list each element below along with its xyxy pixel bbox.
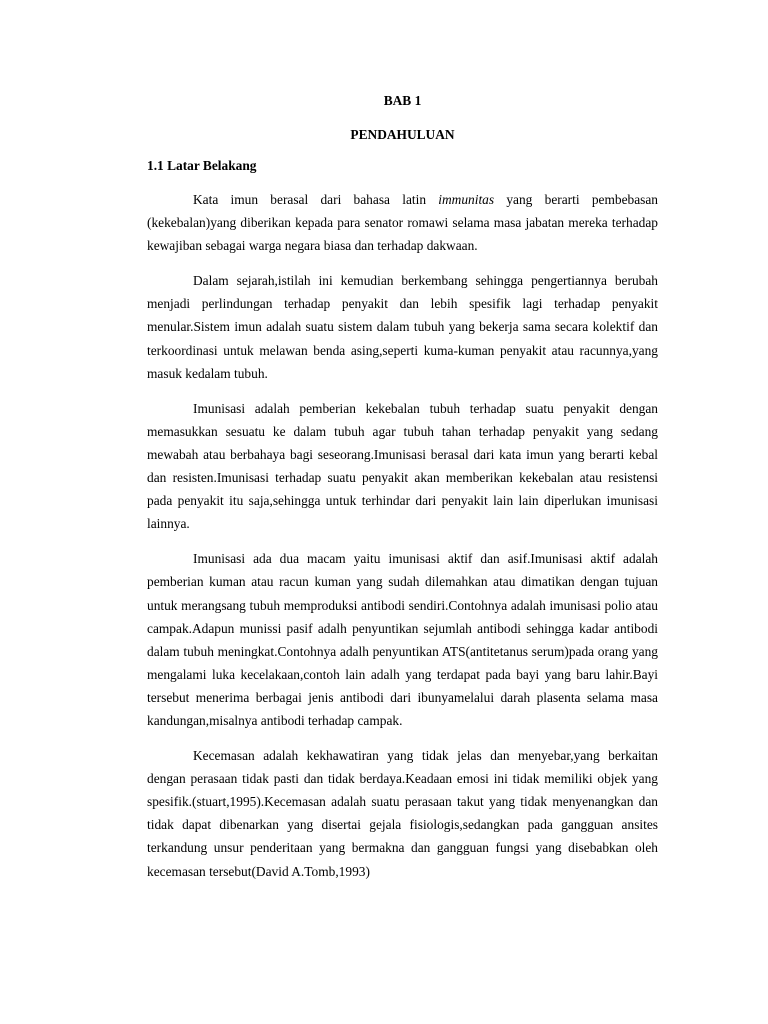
document-body: [147, 92, 658, 883]
chapter-title: PENDAHULUAN: [350, 127, 455, 142]
paragraph-3: Imunisasi adalah pemberian kekebalan tubuh terhadap suatu penyakit dengan memasukkan sesuatu ke dalam tubuh agar tubuh tahan terhadap penyakit yang sedang mewabah atau berbahaya bagi seseorang.Imunisasi berasal dari kata imun yang berarti kebal dan resisten.Imunisasi terhadap suatu penyakit akan memberikan kekebalan atau resistensi pada penyakit itu saja,sehingga untuk terhindar dari penyakit lain lain diperlukan imunisasi lainnya.: [147, 400, 658, 532]
paragraph-4: Imunisasi ada dua macam yaitu imunisasi aktif dan asif.Imunisasi aktif adalah pemberian kuman atau racun kuman yang sudah dilemahkan atau dimatikan dengan tujuan untuk merangsang tubuh memproduksi antibodi sendiri.Contohnya adalah imunisasi polio atau campak.Adapun munissi pasif adalh penyuntikan sejumlah antibodi sehingga kadar antibodi dalam tubuh meningkat.Contohnya adalh penyuntikan ATS(antitetanus serum)pada orang yang mengalami luka kecelakaan,contoh lain adalh yang terdapat pada bayi yang baru lahir.Bayi tersebut menerima berbagai jenis antibodi dari ibunyamelalui darah plasenta selama masa kandungan,misalnya antibodi terhadap campak.: [147, 551, 658, 728]
paragraph-5: Kecemasan adalah kekhawatiran yang tidak jelas dan menyebar,yang berkaitan dengan perasaan tidak pasti dan tidak berdaya.Keadaan emosi ini tidak memiliki objek yang spesifik.(stuart,1995).Kecemasan adalah suatu perasaan takut yang tidak menyenangkan dan tidak dapat dibenarkan yang disertai gejala fisiologis,sedangkan pada gangguan ansites terkandung unsur penderitaan yang bermakna dan gangguan fungsi yang disebabkan oleh kecemasan tersebut(David A.Tomb,1993): [147, 748, 658, 879]
paragraph-1-rest: yang berarti pembebasan (kekebalan)yang diberikan kepada para senator romawi selama masa jabatan mereka terhadap kewajiban sebagai warga negara biasa dan terhadap dakwaan.: [147, 192, 658, 254]
paragraph-1-latin-term: immunitas: [438, 192, 495, 207]
paragraph-2: Dalam sejarah,istilah ini kemudian berkembang sehingga pengertiannya berubah menjadi perlindungan terhadap penyakit dan lebih spesifik lagi terhadap penyakit menular.Sistem imun adalah suatu sistem dalam tubuh yang bekerja sama secara kolektif dan terkoordinasi untuk melawan benda asing,seperti kuma-kuman penyakit atau racunnya,yang masuk kedalam tubuh.: [147, 273, 658, 381]
section-heading: 1.1 Latar Belakang: [147, 158, 257, 173]
chapter-label: BAB 1: [383, 93, 422, 108]
paragraph-1-intro: Kata imun berasal dari bahasa latin: [193, 192, 439, 207]
paragraph-1: [147, 188, 658, 257]
